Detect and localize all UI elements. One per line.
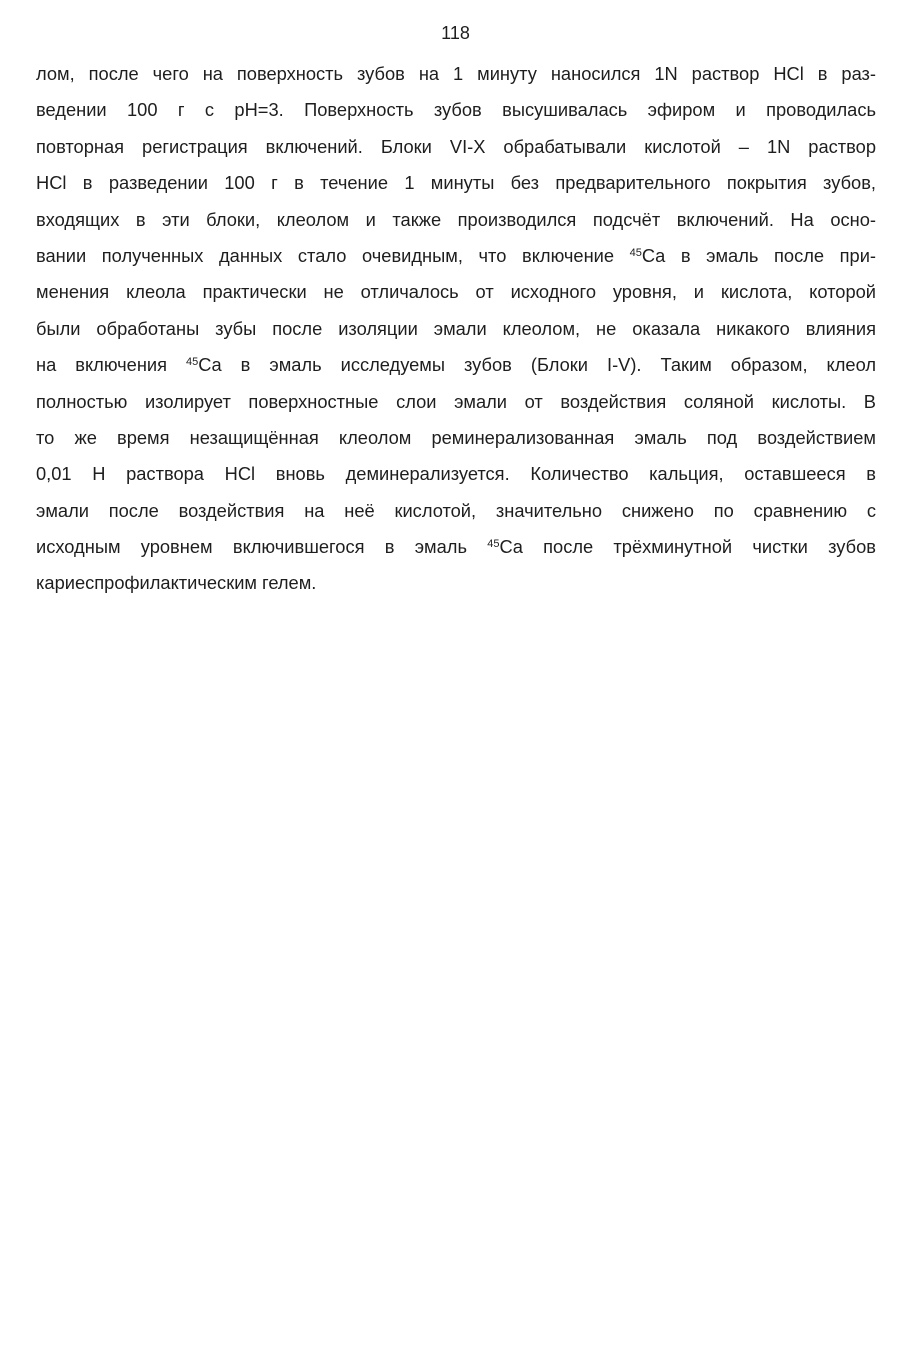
text-line-content: эмали после воздействия на неё кислотой, значительно снижено по сравнению с (36, 499, 876, 521)
text-line (36, 384, 876, 420)
text-line-content: кариеспрофилактическим гелем. (36, 572, 317, 594)
text-line-content: были обработаны зубы после изоляции эмали клеолом, не оказала никакого влияния (36, 317, 876, 339)
text-line (36, 311, 876, 347)
text-line-content: входящих в эти блоки, клеолом и также производился подсчёт включений. На осно- (36, 208, 876, 230)
text-line (36, 165, 876, 201)
text-line-content: вании полученных данных стало очевидным, что включение (36, 244, 630, 266)
text-line-content: то же время незащищённая клеолом реминерализованная эмаль под воздействием (36, 426, 876, 448)
isotope-superscript: 45 (487, 538, 500, 551)
text-line (36, 92, 876, 128)
text-line-content: повторная регистрация включений. Блоки VI-X обрабатывали кислотой – 1N раствор (36, 135, 876, 157)
text-line-content: лом, после чего на поверхность зубов на 1 минуту наносился 1N раствор HCl в раз- (36, 63, 876, 84)
isotope-superscript: 45 (629, 246, 642, 259)
text-line (36, 565, 876, 601)
body-paragraph (36, 56, 876, 602)
text-line (36, 238, 876, 274)
text-line (36, 56, 876, 92)
text-line (36, 274, 876, 310)
text-line-content: Ca после трёхминутной чистки зубов (499, 536, 876, 558)
text-line-content: ведении 100 г с pH=3. Поверхность зубов высушивалась эфиром и проводилась (36, 99, 876, 121)
text-line-content: 0,01 Н раствора HCl вновь деминерализуется. Количество кальция, оставшееся в (36, 463, 876, 485)
text-line-content: HCl в разведении 100 г в течение 1 минуты без предварительного покрытия зубов, (36, 172, 876, 194)
text-line (36, 202, 876, 238)
text-line (36, 129, 876, 165)
text-line (36, 456, 876, 492)
text-line-content: Ca в эмаль исследуемы зубов (Блоки I-V). Таким образом, клеол (198, 354, 877, 376)
text-line (36, 529, 876, 565)
text-line-content: Ca в эмаль после при- (641, 244, 876, 266)
text-line-content: на включения (36, 354, 187, 376)
isotope-superscript: 45 (186, 356, 199, 369)
page-number: 118 (441, 23, 470, 43)
text-line (36, 493, 876, 529)
text-line-content: менения клеола практически не отличалось от исходного уровня, и кислота, которой (36, 281, 876, 303)
text-line-content: полностью изолирует поверхностные слои эмали от воздействия соляной кислоты. В (36, 390, 876, 412)
text-line (36, 347, 876, 383)
text-line-content: исходным уровнем включившегося в эмаль (36, 536, 488, 558)
text-line (36, 420, 876, 456)
